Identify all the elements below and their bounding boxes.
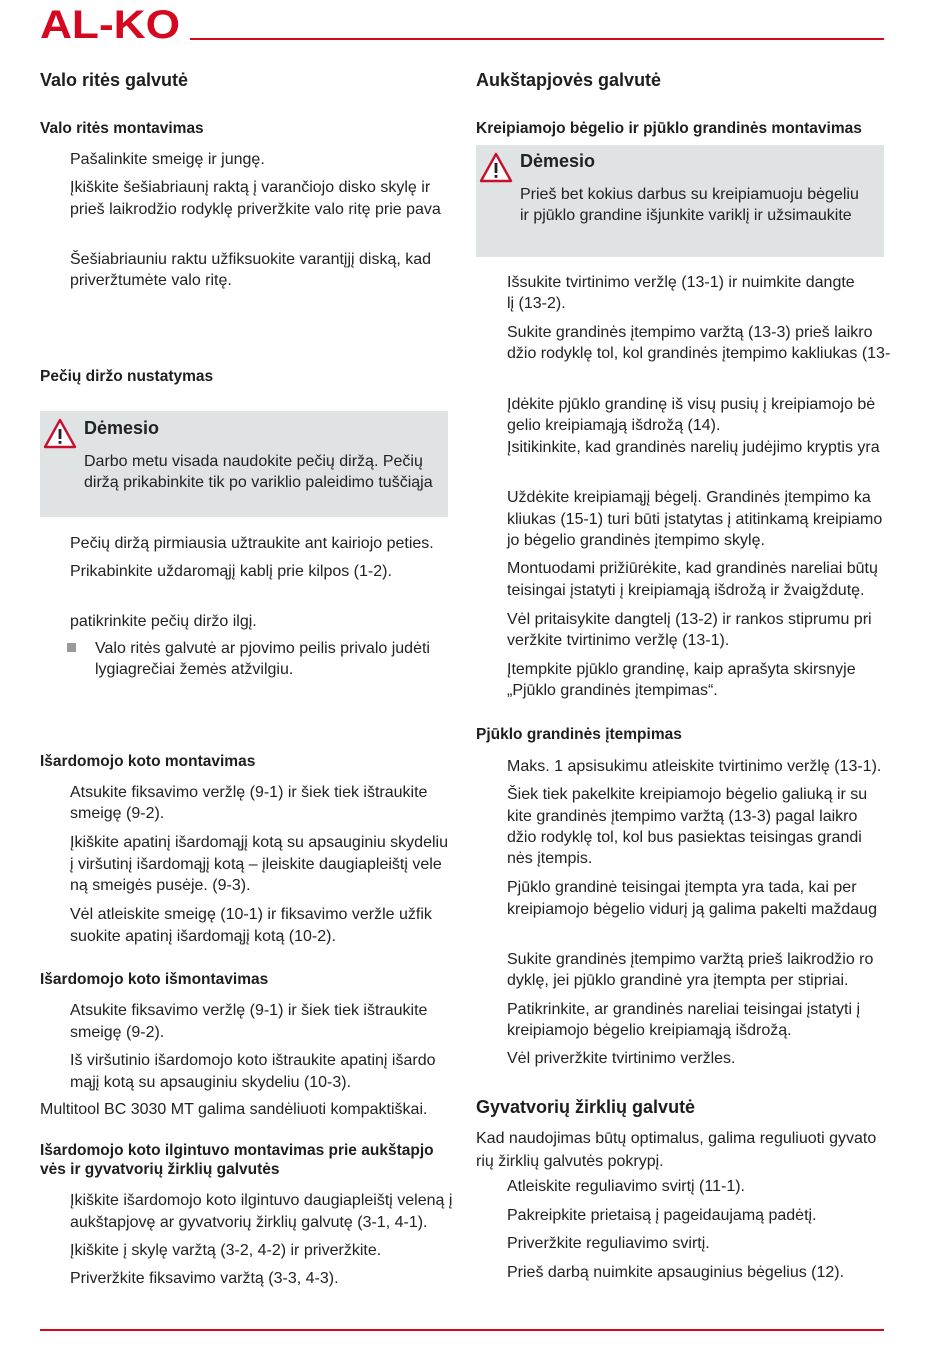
section-heading-hedge: Gyvatvorių žirklių galvutė [476,1097,696,1117]
step-text: džio rodyklę tol, kol grandinės įtempimo kakliukas (13- [507,345,891,362]
step-text: Vėl pritaisykite dangtelį (13-2) ir rankos stiprumu pri [507,611,872,628]
step-text: Išsukite tvirtinimo veržlę (13-1) ir nuimkite dangte [507,274,855,291]
step-text: gelio kreipiamąją išdrožą (14). [507,417,721,434]
bullet-text: Valo ritės galvutė ar pjovimo peilis privalo judėti [95,640,430,657]
header-rule [190,38,884,40]
step-text: suokite apatinį išardomąjį kotą (10-2). [70,928,336,945]
subheading-extension: Išardomojo koto ilgintuvo montavimas prie aukštapjo [40,1142,434,1159]
bullet-text: lygiagrečiai žemės atžvilgiu. [95,661,294,678]
step-text: dyklę, jei pjūklo grandinė yra įtempta per stipriai. [507,972,849,989]
subheading-tension: Pjūklo grandinės įtempimas [476,726,682,743]
subheading-isard-mount: Išardomojo koto montavimas [40,753,256,770]
step-text: Vėl priveržkite tvirtinimo veržles. [507,1050,736,1067]
step-text: Įkiškite šešiabriaunį raktą į varančiojo disko skylę ir [70,179,431,196]
step-text: Įsitikinkite, kad grandinės narelių judėjimo kryptis yra [507,439,880,456]
subheading-peciu: Pečių diržo nustatymas [40,368,214,385]
section-heading-auksta: Aukštapjovės galvutė [476,70,662,90]
step-text: Maks. 1 apsisukimu atleiskite tvirtinimo veržlę (13-1). [507,758,882,775]
footer-rule [40,1329,884,1331]
warning-title: Dėmesio [84,418,160,438]
section-heading-valo: Valo ritės galvutė [40,70,189,90]
step-text: priveržtumėte valo ritę. [70,272,232,289]
warning-triangle-icon [43,418,77,450]
subheading-extension: vės ir gyvatvorių žirklių galvutės [40,1161,280,1178]
step-text: džio rodyklę tol, kol bus pasiektas teisingas grandi [507,829,862,846]
step-text: Pečių diržą pirmiausia užtraukite ant kairiojo peties. [70,535,434,552]
intro-text: Kad naudojimas būtų optimalus, galima reguliuoti gyvato [476,1130,877,1147]
step-text: Įkiškite apatinį išardomąjį kotą su apsauginiu skydeliu [70,834,448,851]
step-text: kreipiamojo bėgelio kreipiamąją išdrožą. [507,1022,792,1039]
storage-note: Multitool BC 3030 MT galima sandėliuoti kompaktiškai. [40,1101,428,1118]
alko-logo [40,4,182,44]
step-text: Įkiškite išardomojo koto ilgintuvo daugiapleištį veleną į [70,1192,453,1209]
step-text: prieš laikrodžio rodyklę priveržkite valo ritę prie pava [70,201,441,218]
step-text: „Pjūklo grandinės įtempimas“. [507,682,718,699]
step-text: Patikrinkite, ar grandinės nareliai teisingai įstatyti į [507,1001,861,1018]
step-text: Atsukite fiksavimo veržlę (9-1) ir šiek tiek ištraukite [70,784,428,801]
warning-triangle-icon [479,152,513,184]
step-text: Atleiskite reguliavimo svirtį (11-1). [507,1178,745,1195]
bullet-square-icon [67,643,76,652]
step-text: Įkiškite į skylę varžtą (3-2, 4-2) ir priveržkite. [70,1242,382,1259]
step-text: Šiek tiek pakelkite kreipiamojo bėgelio galiuką ir su [507,786,868,803]
step-text: Pašalinkite smeigę ir jungę. [70,151,265,168]
step-text: Priveržkite reguliavimo svirtį. [507,1235,710,1252]
step-text: patikrinkite pečių diržo ilgį. [70,613,257,630]
step-text: veržkite tvirtinimo veržlę (13-1). [507,632,730,649]
step-text: Pakreipkite prietaisą į pageidaujamą padėtį. [507,1207,817,1224]
warning-text: Darbo metu visada naudokite pečių diržą. Pečių [84,453,423,470]
step-text: ną smeigės pusėje. (9-3). [70,877,251,894]
intro-text: rių žirklių galvutės pokrypį. [476,1153,664,1170]
logo-wordmark: AL-KO [40,4,180,44]
step-text: į viršutinį išardomąjį kotą – įleiskite daugiapleištį vele [70,856,442,873]
step-text: aukštapjovę ar gyvatvorių žirklių galvutę (3-1, 4-1). [70,1214,428,1231]
warning-text: ir pjūklo grandine išjunkite variklį ir užsimaukite [520,207,852,224]
step-text: Uždėkite kreipiamąjį bėgelį. Grandinės įtempimo ka [507,489,871,506]
step-text: Montuodami prižiūrėkite, kad grandinės nareliai būtų [507,560,878,577]
step-text: jo bėgelio grandinės įtempimo skylę. [507,532,765,549]
step-text: Įtempkite pjūklo grandinę, kaip aprašyta skirsnyje [507,661,856,678]
step-text: mąjį kotą su apsauginiu skydeliu (10-3). [70,1074,352,1091]
step-text: smeigę (9-2). [70,1024,165,1041]
subheading-chain-mount: Kreipiamojo bėgelio ir pjūklo grandinės montavimas [476,120,862,137]
step-text: kliukas (15-1) turi būti įstatytas į atitinkamą kreipiamo [507,511,883,528]
step-text: Prikabinkite uždaromąjį kablį prie kilpos (1-2). [70,563,392,580]
step-text: Iš viršutinio išardomojo koto ištraukite apatinį išardo [70,1052,436,1069]
step-text: Įdėkite pjūklo grandinę iš visų pusių į kreipiamojo bė [507,396,876,413]
step-text: smeigę (9-2). [70,805,165,822]
step-text: Sukite grandinės įtempimo varžtą (13-3) prieš laikro [507,324,873,341]
subheading-valo-mount: Valo ritės montavimas [40,120,204,137]
warning-text: diržą prikabinkite tik po variklio paleidimo tuščiąja [84,474,433,491]
step-text: Vėl atleiskite smeigę (10-1) ir fiksavimo veržle užfik [70,906,432,923]
step-text: kite grandinės įtempimo varžtą (13-3) pagal laikro [507,808,858,825]
step-text: nės įtempis. [507,850,593,867]
step-text: Šešiabriauniu raktu užfiksuokite varantįjį diską, kad [70,251,432,268]
step-text: lį (13-2). [507,295,566,312]
step-text: Priveržkite fiksavimo varžtą (3-3, 4-3). [70,1270,339,1287]
step-text: Atsukite fiksavimo veržlę (9-1) ir šiek tiek ištraukite [70,1002,428,1019]
step-text: Sukite grandinės įtempimo varžtą prieš laikrodžio ro [507,951,874,968]
step-text: kreipiamojo bėgelio vidurį ją galima pakelti maždaug [507,901,877,918]
subheading-isard-unmount: Išardomojo koto išmontavimas [40,971,269,988]
step-text: Pjūklo grandinė teisingai įtempta yra tada, kai per [507,879,857,896]
warning-title: Dėmesio [520,151,596,171]
step-text: teisingai įstatyti į kreipiamąją išdrožą ir žvaigždutę. [507,582,865,599]
step-text: Prieš darbą nuimkite apsauginius bėgelius (12). [507,1264,845,1281]
warning-text: Prieš bet kokius darbus su kreipiamuoju bėgeliu [520,186,859,203]
